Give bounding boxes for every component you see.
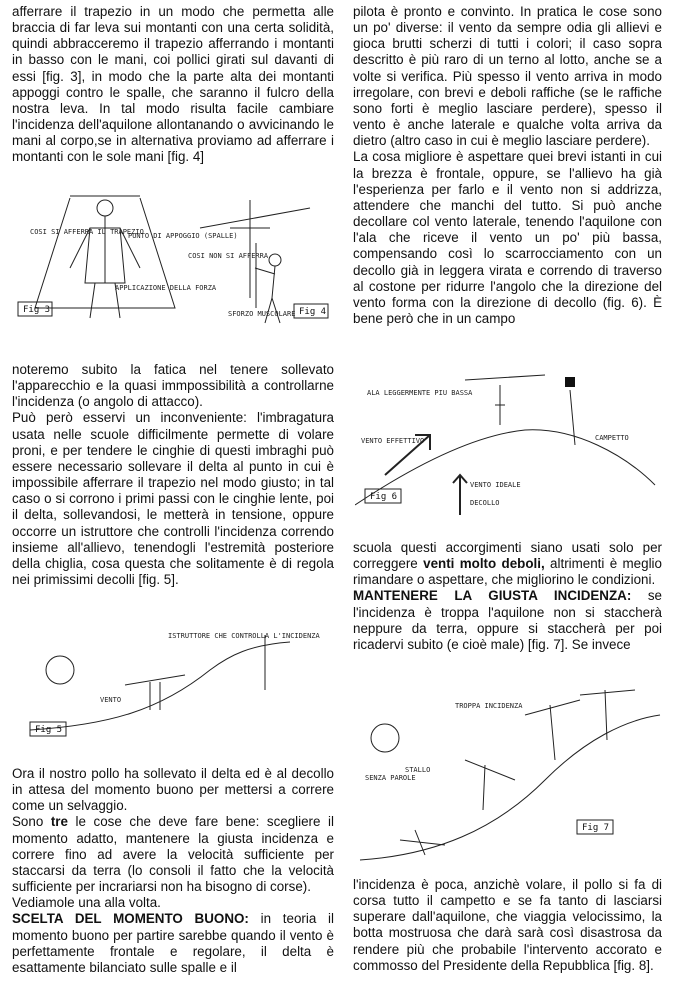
fig6-note: ALA LEGGERMENTE PIU BASSA [367,389,473,397]
fig3-note: COSI SI AFFERRA IL TRAPEZIO [30,228,144,236]
paragraph [353,588,662,653]
fig4-tag: Fig 4 [299,307,327,317]
text-bold: venti molto deboli, [423,556,545,572]
paragraph: l'incidenza è poca, anzichè volare, il pollo si fa di corsa tutto il campetto e se fa tanto di lasciarsi superare dall'aquilone, che viaggia velocissimo, la botta mostruosa che darà sarà così disastrosa da rendere più che probabile l'intervento accorato e commosso del Presidente della Repubblica [fig. 8]. [353,877,662,973]
paragraph: noteremo subito la fatica nel tenere sollevato l'apparecchio e la quasi immpossibilità a controllarne l'incidenza (o angolo di attacco). [12,362,334,410]
fig7-note: TROPPA INCIDENZA [455,702,523,710]
col1-top-text [12,4,334,166]
fig5-note: VENTO [100,696,122,704]
section-heading: MANTENERE LA GIUSTA INCIDENZA: [353,588,632,604]
fig5-tag: Fig 5 [35,725,63,735]
col1-bottom-text [12,766,334,976]
fig3-note: APPLICAZIONE DELLA FORZA [115,284,217,292]
fig7-tag: Fig 7 [582,823,610,833]
fig5-note: ISTRUTTORE CHE CONTROLLA L'INCIDENZA [168,632,320,640]
col1-mid-text [12,362,334,588]
fig6-note: VENTO IDEALE [470,481,521,489]
text-run: in teoria il momento buono per partire sarebbe quando il vento è perfettamente frontale e regolare, il delta è esattamente bilanciato sulle spalle e il [12,911,334,975]
paragraph: La cosa migliore è aspettare quei brevi istanti in cui la brezza è frontale, oppure, se l'allievo ha già l'esperienza per farlo e il vento non si addrizza, attendere che manchi del tutto. Si può anche decollare col vento laterale, tenendo l'aquilone con l'ala che riceve il vento un po' più bassa, compensando così lo scarrocciamento con un decollo già in leggera virata e correndo di traverso al costone per ridurre l'angolo che la direzione del vento forma con la direzione di decollo (fig. 6). È bene però che in un campo [353,149,662,326]
text-run: altrimenti è meglio rimandare o aspettare, che migliorino le condizioni. [353,556,662,588]
text-run: Sono [12,814,51,830]
figure-6 [355,365,665,530]
paragraph [353,540,662,588]
text-run: le cose che deve fare bene: scegliere il momento adatto, mantenere la giusta incidenza e correre fino ad avere la velocità sufficiente per staccarsi da terra (lo consoli il fatto che la velocità sufficiente per incrariarsi non ha bisogno di corse). [12,814,334,895]
fig6-tag: Fig 6 [370,492,398,502]
paragraph [12,814,334,895]
paragraph: afferrare il trapezio in un modo che permetta alle braccia di far leva sui montanti con una certa solidità, quindi abbracceremo il trapezio afferrando i montanti in basso con le mani, coi pollici girati sul davanti di essi [fig. 3], in modo che la parte alta dei montanti appoggi contro le spalle, che saranno il fulcro della nostra leva. In tal modo risulta facile cambiare l'incidenza dell'aquilone allontanando o avvicinando le mani al corpo,se in alternativa proviamo ad afferrare i montanti con le sole mani [fig. 4] [12,4,334,165]
fig7-note: STALLO [405,766,431,774]
figure-7 [355,680,665,870]
col2-mid-text [353,540,662,653]
figure-5 [10,630,335,745]
figure-3-4 [10,188,335,328]
paragraph: Vediamole una alla volta. [12,895,161,911]
fig3-tag: Fig 3 [23,305,51,315]
paragraph: pilota è pronto e convinto. In pratica le cose sono un po' diverse: il vento da sempre odia gli allievi e gioca brutti scherzi di tutti i colori; il caso sopra descritto è più raro di un terno al lotto, anche se a volte si verifica. Più spesso il vento arriva in modo irregolare, con brevi e deboli raffiche (se le raffiche sono forti è meglio lasciare perdere), spesso il vento è anche laterale e qualche volta arriva da dietro (altro caso in cui è meglio lasciare perdere). [353,4,662,149]
fig4-note: SFORZO MUSCOLARE [228,310,296,318]
fig4-note: COSI NON SI AFFERRA [188,252,269,260]
fig6-note: CAMPETTO [595,434,629,442]
text-run: se l'incidenza è troppa l'aquilone non si staccherà neppure da terra, oppure si staccherà per poi ricadervi subito (e cioè male) [fig. 7]. Se invece [353,588,662,652]
text-bold: tre [50,814,68,830]
section-heading: SCELTA DEL MOMENTO BUONO: [12,911,249,927]
col2-top-text [353,4,662,327]
fig6-note: DECOLLO [470,499,500,507]
col2-bottom-text [353,877,662,974]
paragraph: Può però esservi un inconveniente: l'imbragatura usata nelle scuole difficilmente permette di volare proni, e per tendere le cinghie di questi imbraghi può essere necessario sollevare il delta al punto in cui è impossibile afferrare il trapezio nel modo giusto; in tal caso o si corrono i primi passi con le cinghie lente, poi il delta, sollevandosi, le metterà in tensione, oppure occorre un istruttore che controlli l'incidenza correndo insieme all'allievo, tenendogli l'estremità posteriore della chiglia, cosa questa che solitamente è di regola nei primissimi decolli [fig. 5]. [12,410,334,588]
paragraph [12,911,334,976]
text-run: scuola questi accorgimenti siano usati solo per correggere [353,540,662,572]
paragraph: Ora il nostro pollo ha sollevato il delta ed è al decollo in attesa del momento buono per mettersi a correre come un selvaggio. [12,766,334,814]
fig6-note: VENTO EFFETTIVO [361,437,425,445]
fig3-note: PUNTO DI APPOGGIO (SPALLE) [128,232,238,240]
fig7-note: SENZA PAROLE [365,774,416,782]
